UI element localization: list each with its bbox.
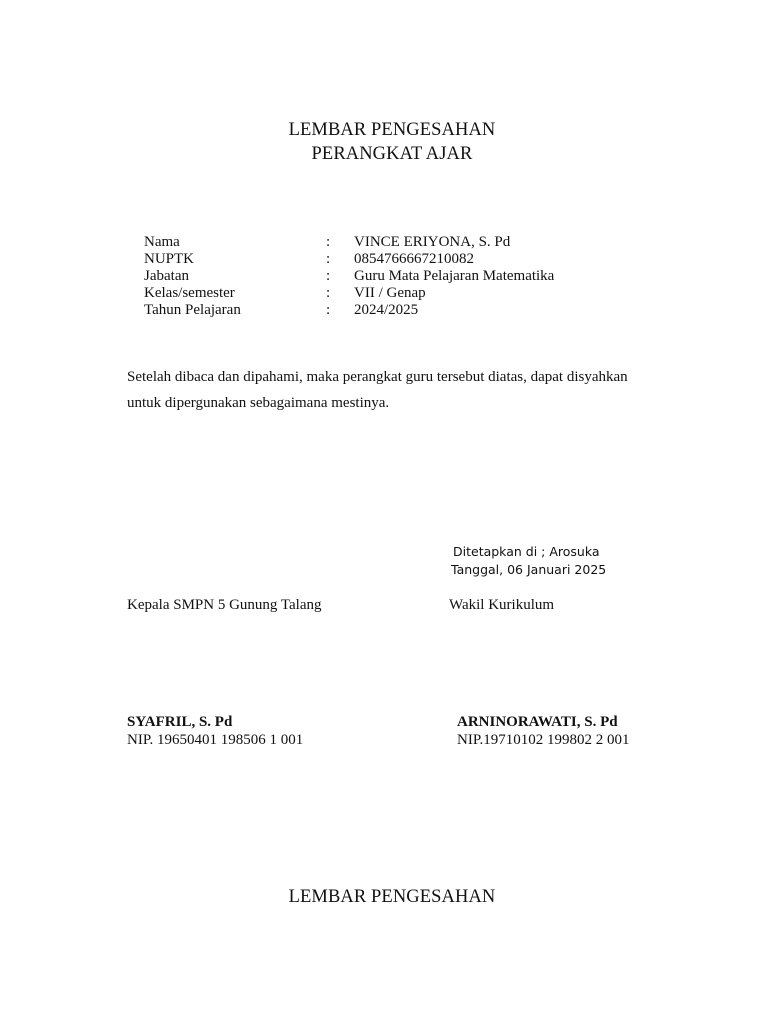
info-value: 2024/2025 xyxy=(354,302,419,318)
left-signer-role: Kepala SMPN 5 Gunung Talang xyxy=(127,597,322,613)
info-colon: : xyxy=(326,234,331,250)
info-value: VINCE ERIYONA, S. Pd xyxy=(354,234,511,250)
info-row-nama xyxy=(144,234,644,251)
statement-line-1: Setelah dibaca dan dipahami, maka perangkat guru tersebut diatas, dapat disyahkan xyxy=(127,369,628,385)
info-label: NUPTK xyxy=(144,251,195,267)
info-colon: : xyxy=(326,268,331,284)
issue-date: Tanggal, 06 Januari 2025 xyxy=(451,562,607,577)
info-colon: : xyxy=(326,285,331,301)
statement-line-2: untuk dipergunakan sebagaimana mestinya. xyxy=(127,395,390,411)
info-row-nuptk xyxy=(144,251,644,268)
place-of-issue: Ditetapkan di ; Arosuka xyxy=(453,544,600,559)
right-signer-role: Wakil Kurikulum xyxy=(449,597,555,613)
info-label: Nama xyxy=(144,234,180,250)
left-signer-name: SYAFRIL, S. Pd xyxy=(127,714,233,730)
info-label: Jabatan xyxy=(144,268,189,284)
info-colon: : xyxy=(326,302,331,318)
info-value: Guru Mata Pelajaran Matematika xyxy=(354,268,555,284)
info-value: 0854766667210082 xyxy=(354,251,474,267)
right-signer-nip: NIP.19710102 199802 2 001 xyxy=(457,732,630,748)
info-row-kelas-semester xyxy=(144,285,644,302)
left-signer-nip: NIP. 19650401 198506 1 001 xyxy=(127,732,304,748)
info-value: VII / Genap xyxy=(354,285,426,301)
right-signer-name: ARNINORAWATI, S. Pd xyxy=(457,714,618,730)
info-row-tahun-pelajaran xyxy=(144,302,644,319)
document-title-line-1: LEMBAR PENGESAHAN xyxy=(288,120,496,140)
info-colon: : xyxy=(326,251,331,267)
info-label: Tahun Pelajaran xyxy=(144,302,241,318)
next-page-title: LEMBAR PENGESAHAN xyxy=(288,887,496,907)
document-title-line-2: PERANGKAT AJAR xyxy=(311,144,473,164)
info-row-jabatan xyxy=(144,268,644,285)
info-label: Kelas/semester xyxy=(144,285,235,301)
